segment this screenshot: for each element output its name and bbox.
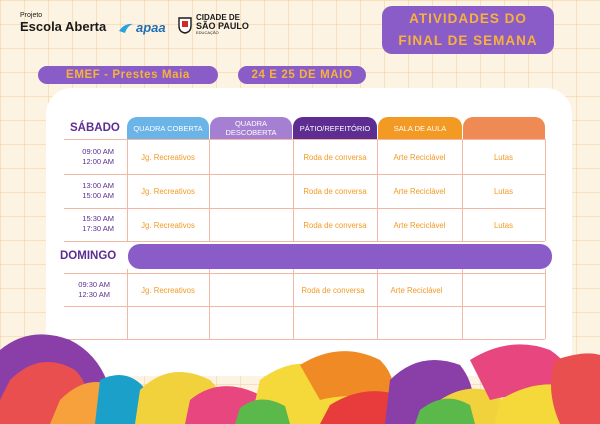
sunday-header-bar xyxy=(128,244,552,269)
saturday-label: SÁBADO xyxy=(70,122,120,134)
column-divider xyxy=(545,139,546,241)
table-cell: Arte Reciclável xyxy=(393,221,446,230)
time-slot xyxy=(62,214,114,234)
project-name: Escola Aberta xyxy=(20,19,107,34)
row-divider xyxy=(64,306,545,307)
table-cell: Jg. Recreativos xyxy=(141,187,195,196)
row-divider xyxy=(64,208,545,209)
table-cell: Roda de conversa xyxy=(303,153,367,162)
apaa-bird-icon xyxy=(118,22,134,34)
table-cell: Lutas xyxy=(493,221,514,230)
table-cell: Arte Reciclável xyxy=(390,286,443,295)
time-start: 09:30 AM xyxy=(78,280,110,289)
table-cell: Jg. Recreativos xyxy=(141,286,195,295)
table-cell: Jg. Recreativos xyxy=(141,221,195,230)
city-crest-icon xyxy=(178,16,192,34)
page-title xyxy=(382,6,554,54)
title-line-2: FINAL DE SEMANA xyxy=(398,33,538,48)
table-cell: Roda de conversa xyxy=(301,286,365,295)
escola-aberta-logo xyxy=(20,12,106,33)
time-end: 12:00 AM xyxy=(82,157,114,166)
table-cell: Arte Reciclável xyxy=(393,187,446,196)
city-line-2: SÃO PAULO xyxy=(196,21,249,31)
row-divider xyxy=(64,174,545,175)
column-divider xyxy=(209,139,210,241)
column-header-sala-de-aula: SALA DE AULA xyxy=(378,117,462,139)
decorative-blobs xyxy=(0,320,600,424)
city-line-1: CIDADE DE xyxy=(196,13,241,22)
column-header-quadra-descoberta: QUADRA DESCOBERTA xyxy=(210,117,292,139)
column-header-quadra-coberta: QUADRA COBERTA xyxy=(127,117,209,139)
time-slot xyxy=(62,147,114,167)
project-small-label: Projeto xyxy=(20,12,43,19)
time-end: 17:30 AM xyxy=(82,224,114,233)
time-slot xyxy=(58,280,110,300)
column-header-patio-refeitorio: PÁTIO/REFEITÓRIO xyxy=(293,117,377,139)
time-start: 15:30 AM xyxy=(82,214,114,223)
row-divider xyxy=(64,273,545,274)
row-divider xyxy=(64,241,545,242)
time-end: 12:30 AM xyxy=(78,290,110,299)
date-badge: 24 E 25 DE MAIO xyxy=(238,66,366,84)
time-slot xyxy=(62,181,114,201)
sunday-label: DOMINGO xyxy=(60,250,117,262)
table-cell: Roda de conversa xyxy=(303,221,367,230)
column-header-extra xyxy=(463,117,545,139)
time-end: 15:00 AM xyxy=(82,191,114,200)
school-badge: EMEF - Prestes Maia xyxy=(38,66,218,84)
apaa-text: apaa xyxy=(136,20,166,35)
table-cell: Lutas xyxy=(493,153,514,162)
city-line-3: EDUCAÇÃO xyxy=(196,30,219,35)
table-cell: Arte Reciclável xyxy=(393,153,446,162)
title-line-1: ATIVIDADES DO xyxy=(409,11,527,26)
time-start: 09:00 AM xyxy=(82,147,114,156)
table-cell: Roda de conversa xyxy=(303,187,367,196)
table-cell: Jg. Recreativos xyxy=(141,153,195,162)
apaa-logo xyxy=(118,20,166,35)
table-cell: Lutas xyxy=(493,187,514,196)
row-divider xyxy=(64,139,545,140)
time-start: 13:00 AM xyxy=(82,181,114,190)
sao-paulo-logo xyxy=(178,14,249,35)
